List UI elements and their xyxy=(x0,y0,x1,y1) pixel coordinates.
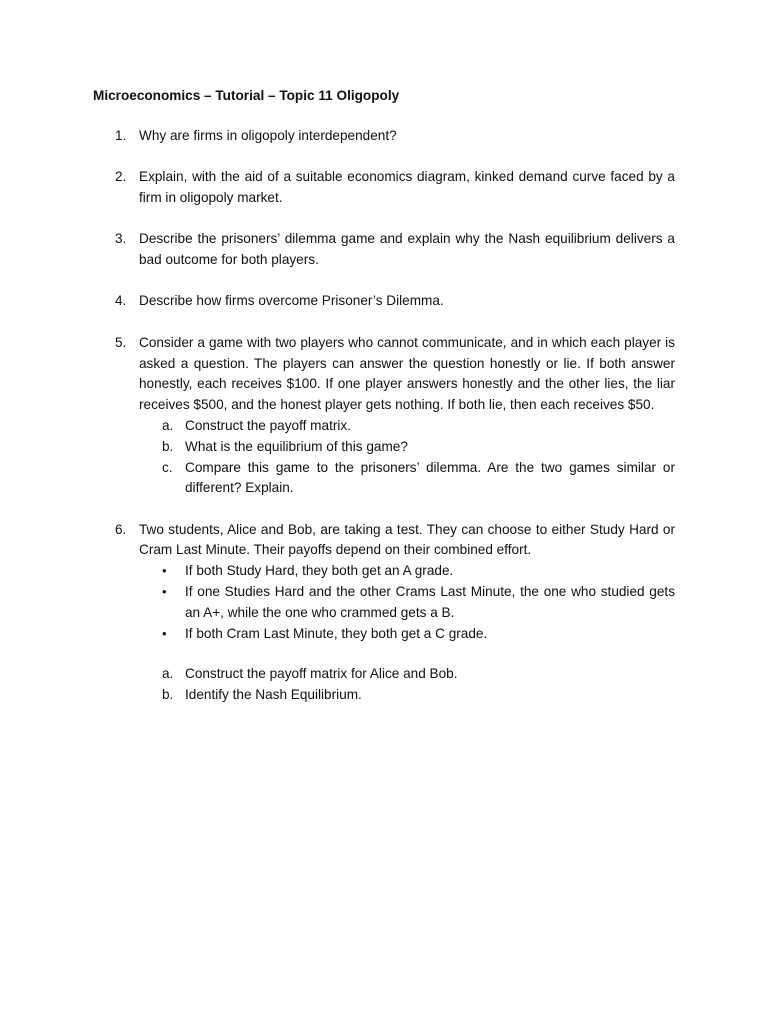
sub-question-label: c. xyxy=(162,459,173,475)
question-text: Explain, with the aid of a suitable economics diagram, kinked demand curve faced by a firm in oligopoly market. xyxy=(139,169,675,206)
document-page xyxy=(93,86,675,727)
question-text: Describe how firms overcome Prisoner’s Dilemma. xyxy=(139,293,444,309)
question-2 xyxy=(93,167,675,209)
question-number: 4. xyxy=(115,293,127,309)
question-3 xyxy=(93,229,675,271)
question-number: 5. xyxy=(115,334,127,350)
sub-question-text: Identify the Nash Equilibrium. xyxy=(185,687,362,703)
question-number: 6. xyxy=(115,521,127,537)
document-title: Microeconomics – Tutorial – Topic 11 Oligopoly xyxy=(93,88,400,103)
sub-question-label: a. xyxy=(162,666,174,682)
question-5 xyxy=(93,333,675,499)
bullet-text: If one Studies Hard and the other Crams Last Minute, the one who studied gets an A+, while the one who crammed gets a B. xyxy=(185,584,675,620)
question-1 xyxy=(93,126,675,147)
question-4 xyxy=(93,291,675,312)
bullet-item xyxy=(139,582,675,624)
question-text: Two students, Alice and Bob, are taking a test. They can choose to either Study Hard or Cram Last Minute. Their payoffs depend on their combined effort. xyxy=(139,521,675,558)
bullet-item xyxy=(139,561,675,582)
question-6 xyxy=(93,520,675,706)
bullet-text: If both Study Hard, they both get an A grade. xyxy=(185,563,454,579)
sub-question xyxy=(139,685,675,706)
sub-question-text: Compare this game to the prisoners’ dilemma. Are the two games similar or different? Explain. xyxy=(185,459,675,496)
bullet-item xyxy=(139,624,675,645)
sub-question-text: Construct the payoff matrix. xyxy=(185,417,351,433)
bullet-icon: • xyxy=(162,625,167,641)
question-text: Describe the prisoners’ dilemma game and explain why the Nash equilibrium delivers a bad outcome for both players. xyxy=(139,231,675,268)
sub-question-label: b. xyxy=(162,687,174,703)
sub-question xyxy=(139,458,675,500)
sub-question-text: What is the equilibrium of this game? xyxy=(185,438,408,454)
bullet-icon: • xyxy=(162,563,167,579)
bullet-text: If both Cram Last Minute, they both get a C grade. xyxy=(185,625,488,641)
sub-question-list xyxy=(139,664,675,706)
question-number: 1. xyxy=(115,128,127,143)
spacer xyxy=(139,644,675,664)
sub-question-text: Construct the payoff matrix for Alice and Bob. xyxy=(185,666,458,682)
sub-question-list xyxy=(139,416,675,499)
bullet-list xyxy=(139,561,675,644)
sub-question xyxy=(139,664,675,685)
question-number: 2. xyxy=(115,169,127,185)
question-number: 3. xyxy=(115,231,127,247)
question-text: Why are firms in oligopoly interdependent? xyxy=(139,128,397,143)
sub-question-label: a. xyxy=(162,417,174,433)
bullet-icon: • xyxy=(162,584,167,600)
sub-question xyxy=(139,416,675,437)
sub-question xyxy=(139,437,675,458)
sub-question-label: b. xyxy=(162,438,174,454)
question-text: Consider a game with two players who cannot communicate, and in which each player is asked a question. The players can answer the question honestly or lie. If both answer honestly, each receives $100. If one player answers honestly and the other lies, the liar receives $500, and the honest player gets nothing. If both lie, then each receives $50. xyxy=(139,334,675,413)
